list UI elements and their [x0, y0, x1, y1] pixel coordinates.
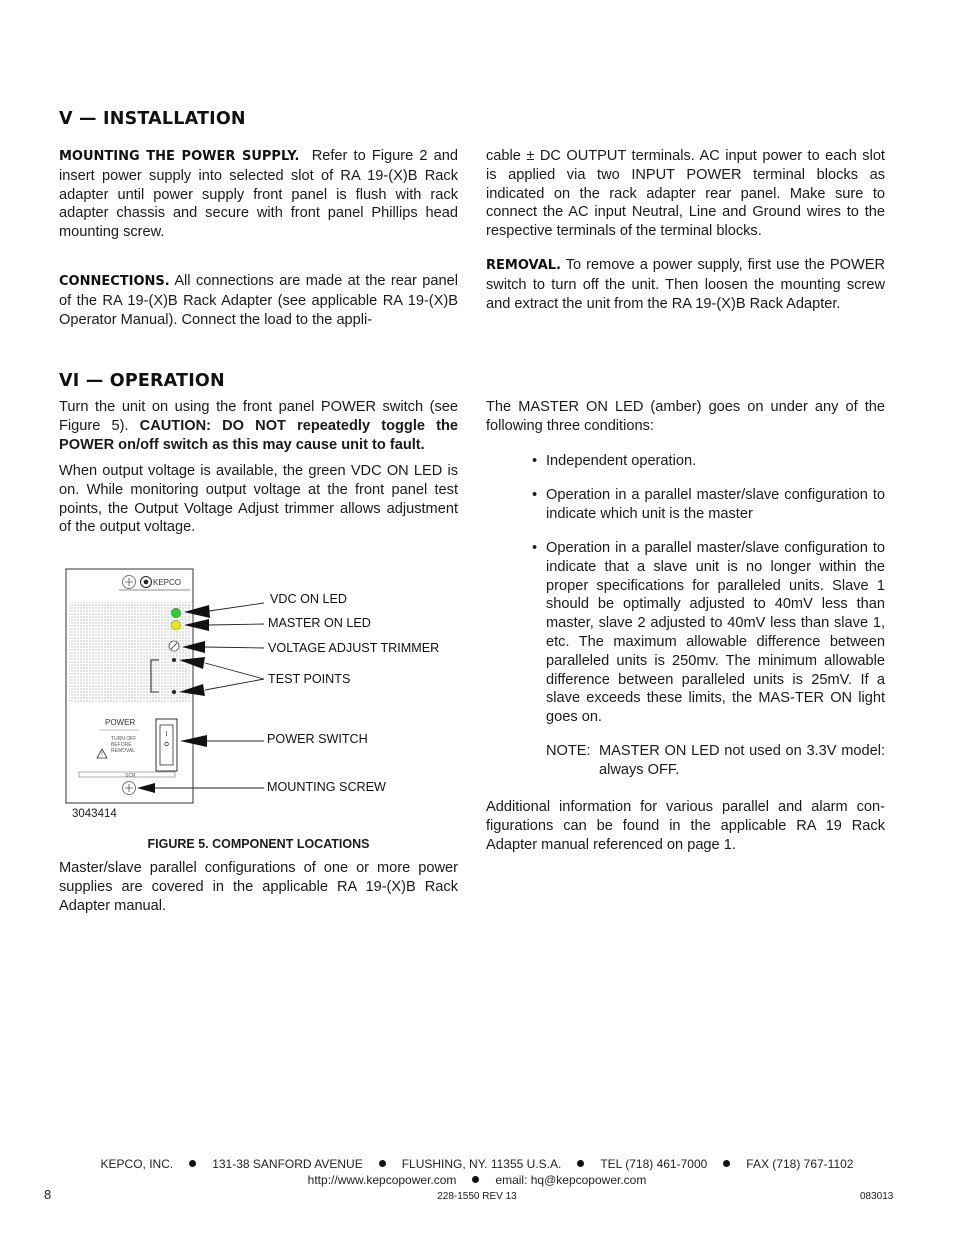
removal-subheading: REMOVAL. [486, 258, 561, 273]
label-voltage-adjust-trimmer: VOLTAGE ADJUST TRIMMER [268, 641, 440, 655]
footer-contact-line [0, 1173, 954, 1187]
bullet-item: • Operation in a parallel master/slave configuration to indicate which unit is the master [532, 487, 885, 522]
component-locations-figure [59, 562, 459, 824]
bullet-item: • Operation in a parallel master/slave configuration to indicate that a slave unit is no longer within the proper specifications for paralleled units. Slave 1 should be optimally adjusted to 40mV less than master, slave 2 adjusted to 40mV less than slave 1, etc. The maximum allowable difference between paralleled units is 250mv. The minimum allowable difference between paralleled units is 25mV. If a slave exceeds these limits, the MAS-TER ON light goes on. [532, 540, 885, 726]
date-code: 083013 [860, 1191, 894, 1202]
label-power-switch: POWER SWITCH [267, 732, 368, 746]
label-mounting-screw: MOUNTING SCREW [267, 780, 386, 794]
label-test-points: TEST POINTS [268, 672, 351, 686]
warn-line-2: BEFORE [111, 742, 132, 748]
panel-scr-label: SCR [125, 773, 136, 779]
warn-line-3: REMOVAL [111, 748, 136, 754]
connections-paragraph [59, 272, 458, 329]
footer-address-line [0, 1157, 954, 1171]
removal-text: To remove a power supply, first use the POWER switch to turn off the unit. Then loosen the mounting screw and extract the unit from the RA 19-(X)B Rack Adapter. [486, 257, 885, 312]
test-point-bottom [172, 690, 176, 694]
connections-text: All connections are made at the rear panel of the RA 19-(X)B Rack Adapter (see applicable RA 19-(X)B Operator Manual). Connect the load to the appli- [59, 273, 459, 328]
page-number: 8 [44, 1187, 52, 1202]
footer-street: 131-38 SANFORD AVENUE [212, 1157, 363, 1171]
master-on-led-indicator [171, 620, 180, 629]
master-led-intro: The MASTER ON LED (amber) goes on under any of the following three conditions: [486, 399, 885, 434]
caution-text: CAUTION: DO NOT repeatedly toggle the POWER on/off switch as this may cause unit to fault. [59, 417, 459, 453]
note-block [546, 742, 885, 780]
warn-line-1: TURN OFF [111, 736, 137, 742]
operation-paragraph-1 [59, 398, 458, 454]
vdc-on-led-indicator [171, 608, 180, 617]
mounting-paragraph [59, 147, 458, 242]
panel-power-label: POWER [105, 718, 136, 727]
operation-heading: VI — OPERATION [59, 371, 225, 391]
installation-heading: V — INSTALLATION [59, 109, 246, 129]
svg-text:!: ! [101, 752, 103, 758]
vent-grille [69, 602, 190, 702]
operation-paragraph-3: Master/slave parallel configurations of one or more power supplies are covered in the applicable RA 19-(X)B Rack Adapter manual. [59, 860, 458, 914]
figure-caption: FIGURE 5. COMPONENT LOCATIONS [147, 837, 370, 851]
footer-company: KEPCO, INC. [100, 1157, 174, 1171]
footer-fax: FAX (718) 767-1102 [746, 1157, 854, 1171]
doc-revision: 228-1550 REV 13 [437, 1191, 517, 1202]
additional-info-paragraph: Additional information for various parallel and alarm con-figurations can be found in the applicable RA 19 Rack Adapter manual referenced on page 1. [486, 799, 885, 853]
note-text: MASTER ON LED not used on 3.3V model: always OFF. [599, 743, 885, 778]
mounting-text: Refer to Figure 2 and insert power supply into selected slot of RA 19-(X)B Rack adapter until power supply front panel is flush with rack adapter chassis and secure with front panel Phillips head mounting screw. [59, 148, 458, 241]
footer-email[interactable]: email: hq@kepcopower.com [495, 1173, 647, 1187]
footer-tel: TEL (718) 461-7000 [600, 1157, 708, 1171]
footer-web[interactable]: http://www.kepcopower.com [307, 1173, 457, 1187]
mounting-subheading: MOUNTING THE POWER SUPPLY. [59, 149, 300, 164]
brand-text: KEPCO [153, 578, 182, 587]
footer-city: FLUSHING, NY. 11355 U.S.A. [401, 1157, 562, 1171]
figure-number: 3043414 [72, 808, 117, 820]
label-vdc-on-led: VDC ON LED [270, 592, 347, 606]
test-point-top [172, 658, 176, 662]
label-master-on-led: MASTER ON LED [268, 616, 371, 630]
bullet-item: • Independent operation. [532, 453, 697, 469]
note-label: NOTE: [546, 743, 591, 759]
removal-paragraph [486, 256, 885, 313]
operation-p1-text: Turn the unit on using the front panel POWER switch (see Figure 5). [59, 399, 458, 434]
connections-subheading: CONNECTIONS. [59, 274, 170, 289]
switch-on-mark: I [165, 731, 168, 738]
operation-paragraph-2: When output voltage is available, the green VDC ON LED is on. While monitoring output voltage at the front panel test points, the Output Voltage Adjust trimmer allows adjustment of the output voltage. [59, 463, 458, 536]
connections-continued: cable ± DC OUTPUT terminals. AC input power to each slot is applied via two INPUT POWER terminal blocks as indicated on the rack adapter rear panel. Make sure to connect the AC input Neutral, Line and Ground wires to the respective terminals of the terminal blocks. [486, 148, 885, 240]
